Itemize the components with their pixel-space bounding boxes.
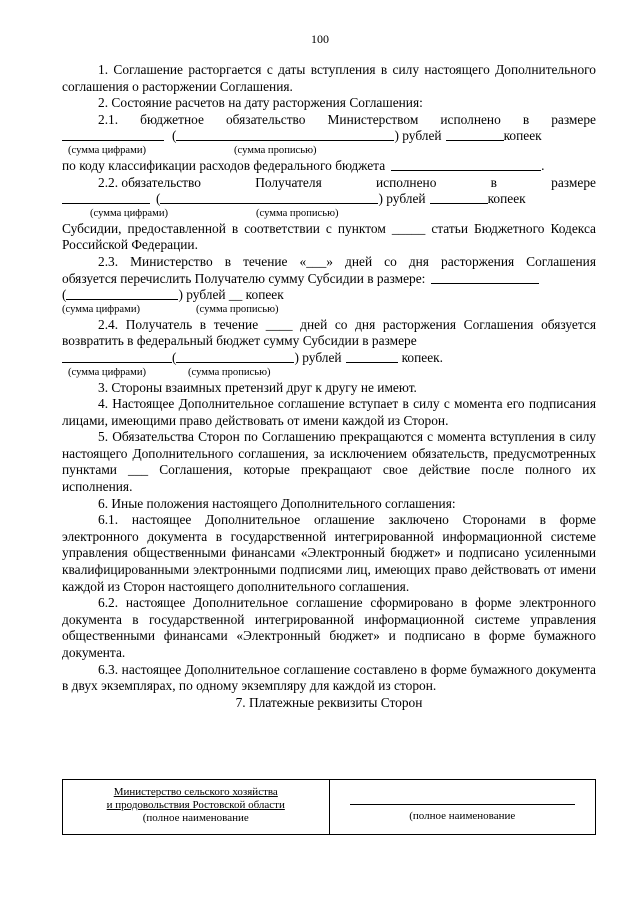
- page-number: 100: [311, 32, 329, 46]
- rubles-label-2: ) рублей: [378, 191, 426, 207]
- paragraph-2-3-line1: 2.3. Министерство в течение «___» дней со дня расторжения Соглашения: [98, 253, 596, 269]
- paragraph-6-3: 6.3. настоящее Дополнительное соглашение составлено в форме бумажного документа в двух экземплярах, по одному экземпляру для каждой из сторон.: [62, 661, 596, 694]
- caption-words-3: (сумма прописью): [196, 303, 279, 315]
- rubles-label-3: ) рублей __ копеек: [178, 287, 284, 303]
- paragraph-3: 3. Стороны взаимных претензий друг к другу не имеют.: [98, 379, 417, 395]
- amount-digits-blank-4: [62, 350, 172, 363]
- amount-digits-blank: [62, 128, 164, 141]
- caption-words-2: (сумма прописью): [256, 207, 339, 219]
- ministry-name-line1: Министерство сельского хозяйства: [113, 786, 278, 798]
- document-body: [62, 62, 596, 711]
- p22-word-3: исполнено: [375, 174, 437, 190]
- paragraph-6: 6. Иные положения настоящего Дополнительного соглашения:: [98, 495, 456, 511]
- caption-digits-4: (сумма цифрами): [68, 366, 147, 378]
- caption-digits-3: (сумма цифрами): [62, 303, 141, 315]
- kopecks-label-2: копеек: [487, 191, 526, 207]
- amount-words-blank: [176, 128, 394, 141]
- paragraph-2-2-line1: [62, 175, 596, 192]
- caption-digits-2: (сумма цифрами): [90, 207, 169, 219]
- caption-row-2-1: [62, 145, 596, 158]
- p22-word-1: 2.2. обязательство: [98, 174, 201, 190]
- caption-words: (сумма прописью): [234, 144, 317, 156]
- caption-row-2-4: [62, 367, 596, 380]
- p22-word-4: в: [490, 174, 497, 190]
- section-7-heading: 7. Платежные реквизиты Сторон: [235, 694, 423, 710]
- paragraph-2-1-code-row: по коду классификации расходов федерального бюджета .: [62, 157, 545, 173]
- open-paren-4: (: [172, 349, 177, 365]
- recipient-caption: (полное наименование: [409, 810, 516, 822]
- paragraph-2-2-amount-row: [62, 191, 596, 208]
- paragraph-2-1-line1: 2.1. бюджетное обязательство Министерством исполнено в размере: [98, 111, 596, 127]
- kopecks-label-4: копеек.: [401, 349, 444, 365]
- party-recipient-cell: [330, 780, 596, 834]
- amount-words-blank-2: [160, 191, 378, 204]
- p23-transfer-text: обязуется перечислить Получателю сумму Субсидии в размере:: [62, 270, 426, 286]
- amount-digits-blank-2: [62, 191, 150, 204]
- paragraph-2-3-amount-row: [62, 287, 596, 304]
- amount-digits-blank-3: [431, 271, 539, 284]
- paragraph-2-2-tail: Субсидии, предоставленной в соответствии с пунктом _____ статьи Бюджетного Кодекса Российской Федерации.: [62, 220, 596, 253]
- open-paren-3: (: [62, 287, 67, 303]
- paragraph-2-4: 2.4. Получатель в течение ____ дней со дня расторжения Соглашения обязуется возвратить в федеральный бюджет сумму Субсидии в размере: [62, 316, 596, 349]
- party-ministry-cell: [63, 780, 330, 834]
- budget-code-label: по коду классификации расходов федерального бюджета: [62, 157, 386, 173]
- open-paren-2: (: [156, 191, 161, 207]
- open-paren: (: [172, 128, 177, 144]
- paragraph-2-3-line2: [62, 271, 596, 288]
- kopecks-label: копеек: [503, 128, 542, 144]
- ministry-caption: (полное наименование: [142, 812, 249, 824]
- rubles-label: ) рублей: [394, 128, 442, 144]
- paragraph-4: 4. Настоящее Дополнительное соглашение вступает в силу с момента его подписания лицами, имеющими право действовать от имени каждой из Сторон.: [62, 396, 596, 428]
- kopecks-blank: [446, 128, 504, 141]
- paragraph-2: 2. Состояние расчетов на дату расторжения Соглашения:: [98, 95, 423, 111]
- paragraph-5: 5. Обязательства Сторон по Соглашению прекращаются с момента вступления в силу настоящего Дополнительного соглашения, за исключением обязательств, предусмотренных пунктами ___ Соглашения, которые прекращают свое действие после полного их исполнения.: [62, 429, 596, 495]
- rubles-label-4: ) рублей: [294, 349, 342, 365]
- budget-code-blank: [391, 158, 541, 171]
- caption-row-2-3: [62, 304, 596, 317]
- caption-row-2-2: [62, 208, 596, 221]
- payment-details-table: [62, 779, 596, 835]
- p22-word-5: размере: [551, 174, 596, 190]
- kopecks-blank-4: [346, 350, 398, 363]
- paragraph-1: 1. Соглашение расторгается с даты вступления в силу настоящего Дополнительного соглашения о расторжении Соглашения.: [62, 62, 596, 94]
- amount-words-blank-4: [176, 350, 294, 363]
- paragraph-6-1: 6.1. настоящее Дополнительное оглашение заключено Сторонами в форме электронного документа в государственной интегрированной информационной системе управления общественными финансами «Электронный бюджет» и подписано усиленными квалифицированными электронными подписями лиц, имеющих право действовать от имени каждой из Сторон настоящего дополнительного соглашения.: [62, 512, 596, 594]
- paragraph-2-1-amount-row: [62, 128, 596, 145]
- paragraph-2-4-amount-row: [62, 350, 596, 367]
- kopecks-blank-2: [430, 191, 488, 204]
- amount-words-blank-3: [66, 287, 178, 300]
- caption-digits: (сумма цифрами): [68, 144, 147, 156]
- p22-word-2: Получателя: [255, 174, 322, 190]
- ministry-name-line2: и продовольствия Ростовской области: [106, 799, 285, 811]
- caption-words-4: (сумма прописью): [188, 366, 271, 378]
- paragraph-6-2: 6.2. настоящее Дополнительное соглашение сформировано в форме электронного документа в государственной интегрированной информационной системе управления общественными финансами «Электронный бюджет» и подписано в форме бумажного документа.: [62, 595, 596, 660]
- recipient-name-line: [350, 804, 576, 805]
